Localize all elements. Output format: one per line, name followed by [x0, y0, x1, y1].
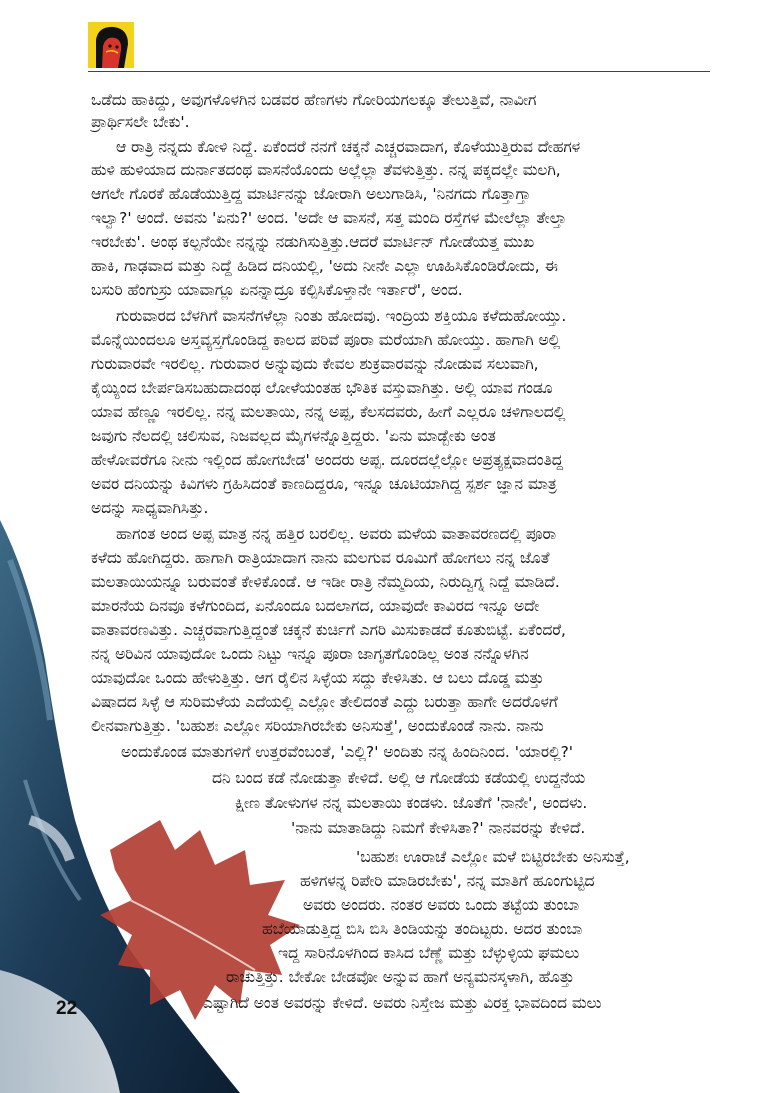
text-line: ಅದನ್ನು ಸಾಧ್ಯವಾಗಿಸಿತ್ತು.	[91, 499, 209, 517]
text-line: ಇದ್ದ ಸಾರಿನೊಳಗಿಂದ ಕಾಸಿದ ಬೆಣ್ಣೆ ಮತ್ತು ಬೆಳ್ಳುಳ್ಳಿಯ ಘಮಲು	[278, 944, 580, 962]
text-line: ಯಾವ ಹೆಣ್ಣೂ ಇರಲಿಲ್ಲ. ನನ್ನ ಮಲತಾಯಿ, ನನ್ನ ಅಪ್ಪ, ಕೆಲಸದವರು, ಹೀಗೆ ಎಲ್ಲರೂ ಚಳಿಗಾಲದಲ್ಲಿ	[91, 403, 566, 421]
text-line: ವಿಷಾದದ ಸಿಳ್ಳೆ ಆ ಸುರಿಮಳೆಯ ಎದೆಯಲ್ಲಿ ಎಲ್ಲೋ ತೇಲಿದಂತೆ ಎದ್ದು ಬರುತ್ತಾ ಹಾಗೇ ಅದರೊಳಗೆ	[91, 693, 558, 711]
text-line: ಹುಳಿ ಹುಳಿಯಾದ ದುರ್ನಾತದಂಥ ವಾಸನೆಯೊಂದು ಅಲ್ಲೆಲ್ಲಾ ತೆವಳುತ್ತಿತ್ತು. ನನ್ನ ಪಕ್ಕದಲ್ಲೇ ಮಲಗಿ,	[91, 161, 561, 179]
text-line: ಜವುಗು ನೆಲದಲ್ಲಿ ಚಲಿಸುವ, ನಿಜವಲ್ಲದ ಮೈಗಳನ್ನೊತ್ತಿದ್ದರು. 'ಏನು ಮಾಡ್ಬೇಕು ಅಂತ	[91, 427, 496, 445]
text-line: ಪ್ರಾರ್ಥಿಸಲೇ ಬೇಕು'.	[91, 113, 190, 131]
text-line: ಆ ರಾತ್ರಿ ನನ್ನದು ಕೋಳಿ ನಿದ್ದೆ. ಏಕೆಂದರೆ ನನಗೆ ಚಕ್ಕನೆ ಎಚ್ಚರವಾದಾಗ, ಕೊಳೆಯುತ್ತಿರುವ ದೇಹಗಳ	[116, 138, 581, 156]
text-line: ಮಾರನೆಯ ದಿನವೂ ಕಳೆಗುಂದಿದ, ಏನೊಂದೂ ಬದಲಾಗದ, ಯಾವುದೇ ಕಾವಿರದ ಇನ್ನೂ ಅದೇ	[91, 597, 540, 615]
text-line: ಕಳೆದು ಹೋಗಿದ್ದರು. ಹಾಗಾಗಿ ರಾತ್ರಿಯಾದಾಗ ನಾನು ಮಲಗುವ ರೂಮಿಗೆ ಹೋಗಲು ನನ್ನ ಜೊತೆ	[91, 549, 550, 567]
text-line: ಯಾವುದೋ ಒಂದು ಹೇಳುತ್ತಿತ್ತು. ಆಗ ರೈಲಿನ ಸಿಳ್ಳೆಯ ಸದ್ದು ಕೇಳಿಸಿತು. ಆ ಬಲು ದೊಡ್ಡ ಮತ್ತು	[91, 669, 544, 687]
text-line: ಹಳಿಗಳನ್ನ ರಿಪೇರಿ ಮಾಡಿರಬೇಕು', ನನ್ನ ಮಾತಿಗೆ ಹೂಂಗುಟ್ಟಿದ	[300, 872, 595, 890]
text-line: ಹಬೆಯಾಡುತ್ತಿದ್ದ ಬಿಸಿ ಬಿಸಿ ತಿಂಡಿಯನ್ನು ತಂದಿಟ್ಟರು. ಅದರ ತುಂಬಾ	[262, 920, 583, 938]
text-line: ಇರಬೇಕು'. ಅಂಥ ಕಲ್ಪನೆಯೇ ನನ್ನನ್ನು ನಡುಗಿಸುತ್ತಿತ್ತು.ಆದರೆ ಮಾರ್ಟಿನ್ ಗೋಡೆಯತ್ತ ಮುಖ	[91, 233, 535, 251]
page-number: 22	[56, 998, 78, 1019]
text-line: ಮೊನ್ನೆಯಿಂದಲೂ ಅಸ್ತವ್ಯಸ್ತಗೊಂಡಿದ್ದ ಕಾಲದ ಪರಿವೆ ಪೂರಾ ಮರೆಯಾಗಿ ಹೋಯ್ತು. ಹಾಗಾಗಿ ಅಲ್ಲಿ	[91, 331, 561, 349]
text-line: ಅವರ ದನಿಯನ್ನು ಕಿವಿಗಳು ಗ್ರಹಿಸಿದಂತೆ ಕಾಣದಿದ್ದರೂ, ಇನ್ನೂ ಚೂಟಿಯಾಗಿದ್ದ ಸ್ಪರ್ಶ ಜ್ಞಾನ ಮಾತ್ರ	[91, 475, 557, 493]
text-line: ಗುರುವಾರದ ಬೆಳಗಿಗೆ ವಾಸನೆಗಳೆಲ್ಲಾ ನಿಂತು ಹೋದವು. ಇಂದ್ರಿಯ ಶಕ್ತಿಯೂ ಕಳೆದುಹೋಯ್ತು.	[116, 307, 567, 325]
text-line: ಲೀನವಾಗುತ್ತಿತ್ತು. 'ಬಹುಶಃ ಎಲ್ಲೋ ಸರಿಯಾಗಿರಬೇಕು ಅನಿಸುತ್ತೆ', ಅಂದುಕೊಂಡೆ ನಾನು. ನಾನು	[91, 717, 544, 735]
text-line: ಒಡೆದು ಹಾಕಿದ್ದು, ಅವುಗಳೊಳಗಿನ ಬಡವರ ಹೆಣಗಳು ಗೋರಿಯಗಲಕ್ಕೂ ತೇಲುತ್ತಿವೆ, ನಾವೀಗ	[91, 91, 537, 109]
text-line: ಕ್ಷೀಣ ತೋಳುಗಳ ನನ್ನ ಮಲತಾಯಿ ಕಂಡಳು. ಜೊತೆಗೆ 'ನಾನೇ', ಅಂದಳು.	[235, 794, 588, 812]
text-line: ಅವರು ಅಂದರು. ನಂತರ ಅವರು ಒಂದು ತಟ್ಟೆಯ ತುಂಬಾ	[303, 896, 580, 914]
text-line: ವಾತಾವರಣವಿತ್ತು. ಎಚ್ಚರವಾಗುತ್ತಿದ್ದಂತೆ ಚಕ್ಕನೆ ಕುರ್ಚಿಗೆ ಎಗರಿ ಮಿಸುಕಾಡದೆ ಕೂತುಬಿಟ್ಟೆ. ಏಕೆಂದರೆ,	[91, 621, 566, 639]
text-line: ಮಲತಾಯಿಯನ್ನೂ ಬರುವಂತೆ ಕೇಳಿಕೊಂಡೆ. ಆ ಇಡೀ ರಾತ್ರಿ ನೆಮ್ಮದಿಯ, ನಿರುದ್ವಿಗ್ನ ನಿದ್ದೆ ಮಾಡಿದೆ.	[91, 573, 560, 591]
text-line: ಹೇಳೋವರೆಗೂ ನೀನು ಇಲ್ಲಿಂದ ಹೋಗಬೇಡ' ಅಂದರು ಅಪ್ಪ. ದೂರದಲ್ಲೆಲ್ಲೋ ಅಪ್ರತ್ಯಕ್ಷವಾದಂತಿದ್ದ	[91, 451, 564, 469]
text-line: ಬಸುರಿ ಹೆಂಗುಸ್ರು ಯಾವಾಗ್ಲೂ ಏನನ್ನಾದ್ರೂ ಕಲ್ಪಿಸಿಕೊಳ್ತಾನೇ ಇರ್ತಾರೆ', ಅಂದ.	[91, 281, 463, 299]
text-line: ರಾಚುತ್ತಿತ್ತು. ಬೇಕೋ ಬೇಡವೋ ಅನ್ನುವ ಹಾಗೆ ಅನ್ಯಮನಸ್ಕಳಾಗಿ, ಹೊತ್ತು	[226, 968, 575, 986]
text-line: ಎಷ್ಟಾಗಿದೆ ಅಂತ ಅವರನ್ನು ಕೇಳಿದೆ. ಅವರು ನಿಸ್ತೇಜ ಮತ್ತು ವಿರಕ್ತ ಭಾವದಿಂದ ಮಲು	[203, 994, 602, 1012]
text-line: 'ಬಹುಶಃ ಊರಾಚೆ ಎಲ್ಲೋ ಮಳೆ ಬಿಟ್ಟಿರಬೇಕು ಅನಿಸುತ್ತೆ,	[356, 848, 630, 866]
text-line: ಹಾಕಿ, ಗಾಢವಾದ ಮತ್ತು ನಿದ್ದೆ ಹಿಡಿದ ದನಿಯಲ್ಲಿ, 'ಅದು ನೀನೇ ಎಲ್ಲಾ ಊಹಿಸಿಕೊಂಡಿರೋದು, ಈ	[91, 257, 558, 275]
header-rule	[88, 71, 710, 72]
text-line: 'ನಾನು ಮಾತಾಡಿದ್ದು ನಿಮಗೆ ಕೇಳಿಸಿತಾ?' ನಾನವರನ್ನು ಕೇಳಿದೆ.	[291, 819, 586, 837]
text-line: ಇಲ್ವಾ?' ಅಂದೆ. ಅವನು 'ಏನು?' ಅಂದ. 'ಅದೇ ಆ ವಾಸನೆ, ಸತ್ತ ಮಂದಿ ರಸ್ತೆಗಳ ಮೇಲೆಲ್ಲಾ ತೇಲ್ತಾ	[91, 209, 567, 227]
text-line: ಅಂದುಕೊಂಡ ಮಾತುಗಳಿಗೆ ಉತ್ತರವೆಂಬಂತೆ, 'ಎಲ್ಲಿ?' ಅಂದಿತು ನನ್ನ ಹಿಂದಿನಿಂದ. 'ಯಾರಲ್ಲಿ?'	[121, 743, 574, 761]
text-line: ದನಿ ಬಂದ ಕಡೆ ನೋಡುತ್ತಾ ಕೇಳಿದೆ. ಅಲ್ಲಿ ಆ ಗೋಡೆಯ ಕಡೆಯಲ್ಲಿ ಉದ್ದನೆಯ	[212, 769, 586, 787]
text-line: ಕೈಯ್ಯಿಂದ ಬೇರ್ಪಡಿಸಬಹುದಾದಂಥ ಲೋಳೆಯಂತಹ ಭೌತಿಕ ವಸ್ತುವಾಗಿತ್ತು. ಅಲ್ಲಿ ಯಾವ ಗಂಡೂ	[91, 379, 553, 397]
text-line: ನನ್ನ ಅರಿವಿನ ಯಾವುದೋ ಒಂದು ನಿಟ್ಟು ಇನ್ನೂ ಪೂರಾ ಜಾಗೃತಗೊಂಡಿಲ್ಲ ಅಂತ ನನ್ನೊಳಗಿನ	[91, 645, 529, 663]
text-line: ಗುರುವಾರವೇ ಇರಲಿಲ್ಲ. ಗುರುವಾರ ಅನ್ನುವುದು ಕೇವಲ ಶುಕ್ರವಾರವನ್ನು ನೋಡುವ ಸಲುವಾಗಿ,	[91, 355, 539, 373]
text-line: ಆಗಲೇ ಗೊರಕೆ ಹೊಡೆಯುತ್ತಿದ್ದ ಮಾರ್ಟಿನನ್ನು ಜೋರಾಗಿ ಅಲುಗಾಡಿಸಿ, 'ನಿನಗದು ಗೊತ್ತಾಗ್ತಾ	[91, 185, 531, 203]
magazine-logo	[88, 22, 134, 68]
text-line: ಹಾಗಂತ ಅಂದ ಅಪ್ಪ ಮಾತ್ರ ನನ್ನ ಹತ್ತಿರ ಬರಲಿಲ್ಲ. ಅವರು ಮಳೆಯ ವಾತಾವರಣದಲ್ಲಿ ಪೂರಾ	[116, 525, 557, 543]
